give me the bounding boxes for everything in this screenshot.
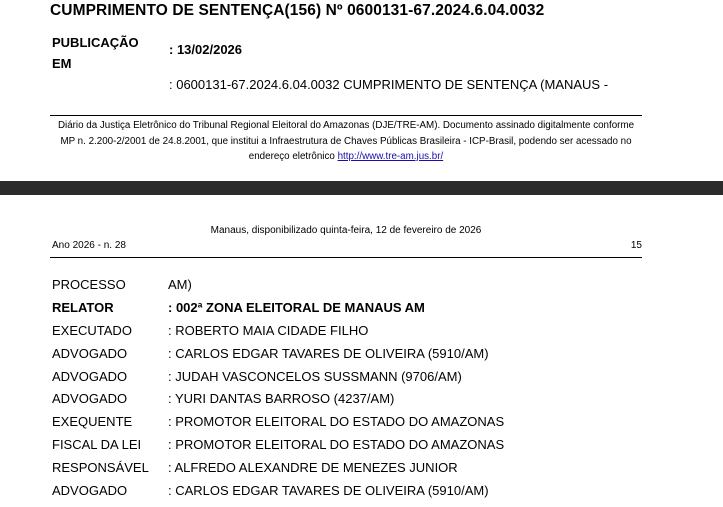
party-value: : ALFREDO ALEXANDRE DE MENEZES JUNIOR (168, 460, 458, 475)
page-number: 15 (630, 240, 642, 251)
party-label: RELATOR (52, 300, 114, 315)
process-description: : 0600131-67.2024.6.04.0032 CUMPRIMENTO DE SENTENÇA (MANAUS - (169, 77, 609, 92)
page-footer (50, 118, 642, 165)
party-label: PROCESSO (52, 277, 126, 292)
party-label: ADVOGADO (52, 346, 128, 361)
page-header-divider (50, 257, 642, 258)
publication-label-line2: EM (52, 56, 72, 71)
footer-disclaimer: Diário da Justiça Eletrônico do Tribunal Regional Eleitoral do Amazonas (DJE/TRE-AM). Documento assinado digitalmente conforme MP n. 2.200-2/2001 de 24.8.2001, que institui a Infraestrutura de Chaves Públicas Brasileira - ICP-Brasil, podendo ser acessado no endereço eletrônico (57, 120, 635, 162)
party-value: AM) (168, 277, 192, 292)
page-header-edition: Ano 2026 - n. 28 (52, 240, 126, 251)
party-value: : PROMOTOR ELEITORAL DO ESTADO DO AMAZONAS (168, 437, 505, 452)
page-separator (0, 181, 723, 195)
party-label: EXECUTADO (52, 323, 132, 338)
party-value: : JUDAH VASCONCELOS SUSSMANN (9706/AM) (168, 369, 462, 384)
page-header-availability: Manaus, disponibilizado quinta-feira, 12 de fevereiro de 2026 (210, 225, 482, 236)
party-value: : 002ª ZONA ELEITORAL DE MANAUS AM (168, 300, 425, 315)
publication-label (52, 32, 139, 74)
footer-divider (50, 115, 642, 116)
party-label: ADVOGADO (52, 391, 128, 406)
party-value: : PROMOTOR ELEITORAL DO ESTADO DO AMAZONAS (168, 414, 505, 429)
party-value: : CARLOS EDGAR TAVARES DE OLIVEIRA (5910/AM) (168, 483, 489, 498)
publication-date: : 13/02/2026 (169, 42, 243, 57)
party-value: : ROBERTO MAIA CIDADE FILHO (168, 323, 369, 338)
party-label: ADVOGADO (52, 483, 128, 498)
document-title: CUMPRIMENTO DE SENTENÇA(156) Nº 0600131-67.2024.6.04.0032 (50, 2, 545, 19)
party-value: : YURI DANTAS BARROSO (4237/AM) (168, 391, 395, 406)
party-label: RESPONSÁVEL (52, 460, 149, 475)
publication-label-line1: PUBLICAÇÃO (52, 35, 139, 50)
party-value: : CARLOS EDGAR TAVARES DE OLIVEIRA (5910/AM) (168, 346, 489, 361)
footer-link[interactable]: http://www.tre-am.jus.br/ (337, 151, 444, 162)
party-label: ADVOGADO (52, 369, 128, 384)
party-label: EXEQUENTE (52, 414, 133, 429)
party-label: FISCAL DA LEI (52, 437, 142, 452)
